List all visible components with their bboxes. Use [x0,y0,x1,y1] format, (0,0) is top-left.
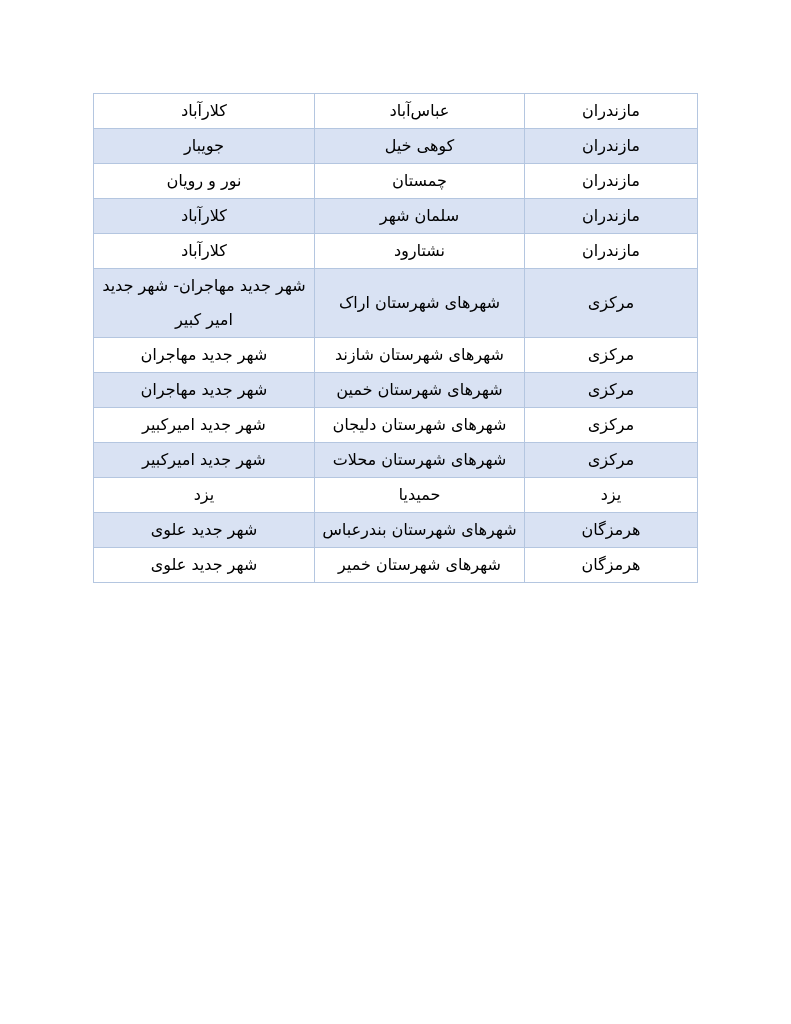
province-cell: مازندران [525,94,698,129]
city-cell: نور و رویان [94,164,315,199]
province-cell: هرمزگان [525,513,698,548]
province-cell: مرکزی [525,373,698,408]
county-cell: شهرهای شهرستان دلیجان [315,408,525,443]
county-cell: چمستان [315,164,525,199]
province-cell: مرکزی [525,408,698,443]
table-row [94,408,698,443]
city-cell: کلارآباد [94,234,315,269]
table-row [94,478,698,513]
city-cell: شهر جدید مهاجران [94,338,315,373]
county-cell: شهرهای شهرستان خمین [315,373,525,408]
county-cell: شهرهای شهرستان بندرعباس [315,513,525,548]
city-cell: کلارآباد [94,199,315,234]
county-cell: شهرهای شهرستان اراک [315,269,525,338]
city-cell: یزد [94,478,315,513]
table-row [94,548,698,583]
province-cell: مرکزی [525,443,698,478]
table-row [94,94,698,129]
province-cell: مازندران [525,234,698,269]
table-row [94,269,698,338]
county-cell: عباس‌آباد [315,94,525,129]
city-cell: جویبار [94,129,315,164]
county-cell: کوهی خیل [315,129,525,164]
county-cell: حمیدیا [315,478,525,513]
table-row [94,373,698,408]
county-cell: شهرهای شهرستان خمیر [315,548,525,583]
province-cell: مرکزی [525,269,698,338]
city-cell: شهر جدید مهاجران- شهر جدید امیر کبیر [94,269,315,338]
cities-table [93,93,698,583]
county-cell: شهرهای شهرستان شازند [315,338,525,373]
city-cell: شهر جدید مهاجران [94,373,315,408]
table-row [94,129,698,164]
city-cell: شهر جدید علوی [94,513,315,548]
city-cell: شهر جدید امیرکبیر [94,443,315,478]
county-cell: سلمان شهر [315,199,525,234]
province-cell: هرمزگان [525,548,698,583]
table-row [94,234,698,269]
table-row [94,199,698,234]
city-cell: کلارآباد [94,94,315,129]
city-cell: شهر جدید امیرکبیر [94,408,315,443]
table-row [94,513,698,548]
province-cell: مازندران [525,129,698,164]
table-row [94,164,698,199]
province-cell: یزد [525,478,698,513]
province-cell: مازندران [525,164,698,199]
table-row [94,338,698,373]
province-cell: مرکزی [525,338,698,373]
province-cell: مازندران [525,199,698,234]
county-cell: نشتارود [315,234,525,269]
county-cell: شهرهای شهرستان محلات [315,443,525,478]
city-cell: شهر جدید علوی [94,548,315,583]
table-row [94,443,698,478]
